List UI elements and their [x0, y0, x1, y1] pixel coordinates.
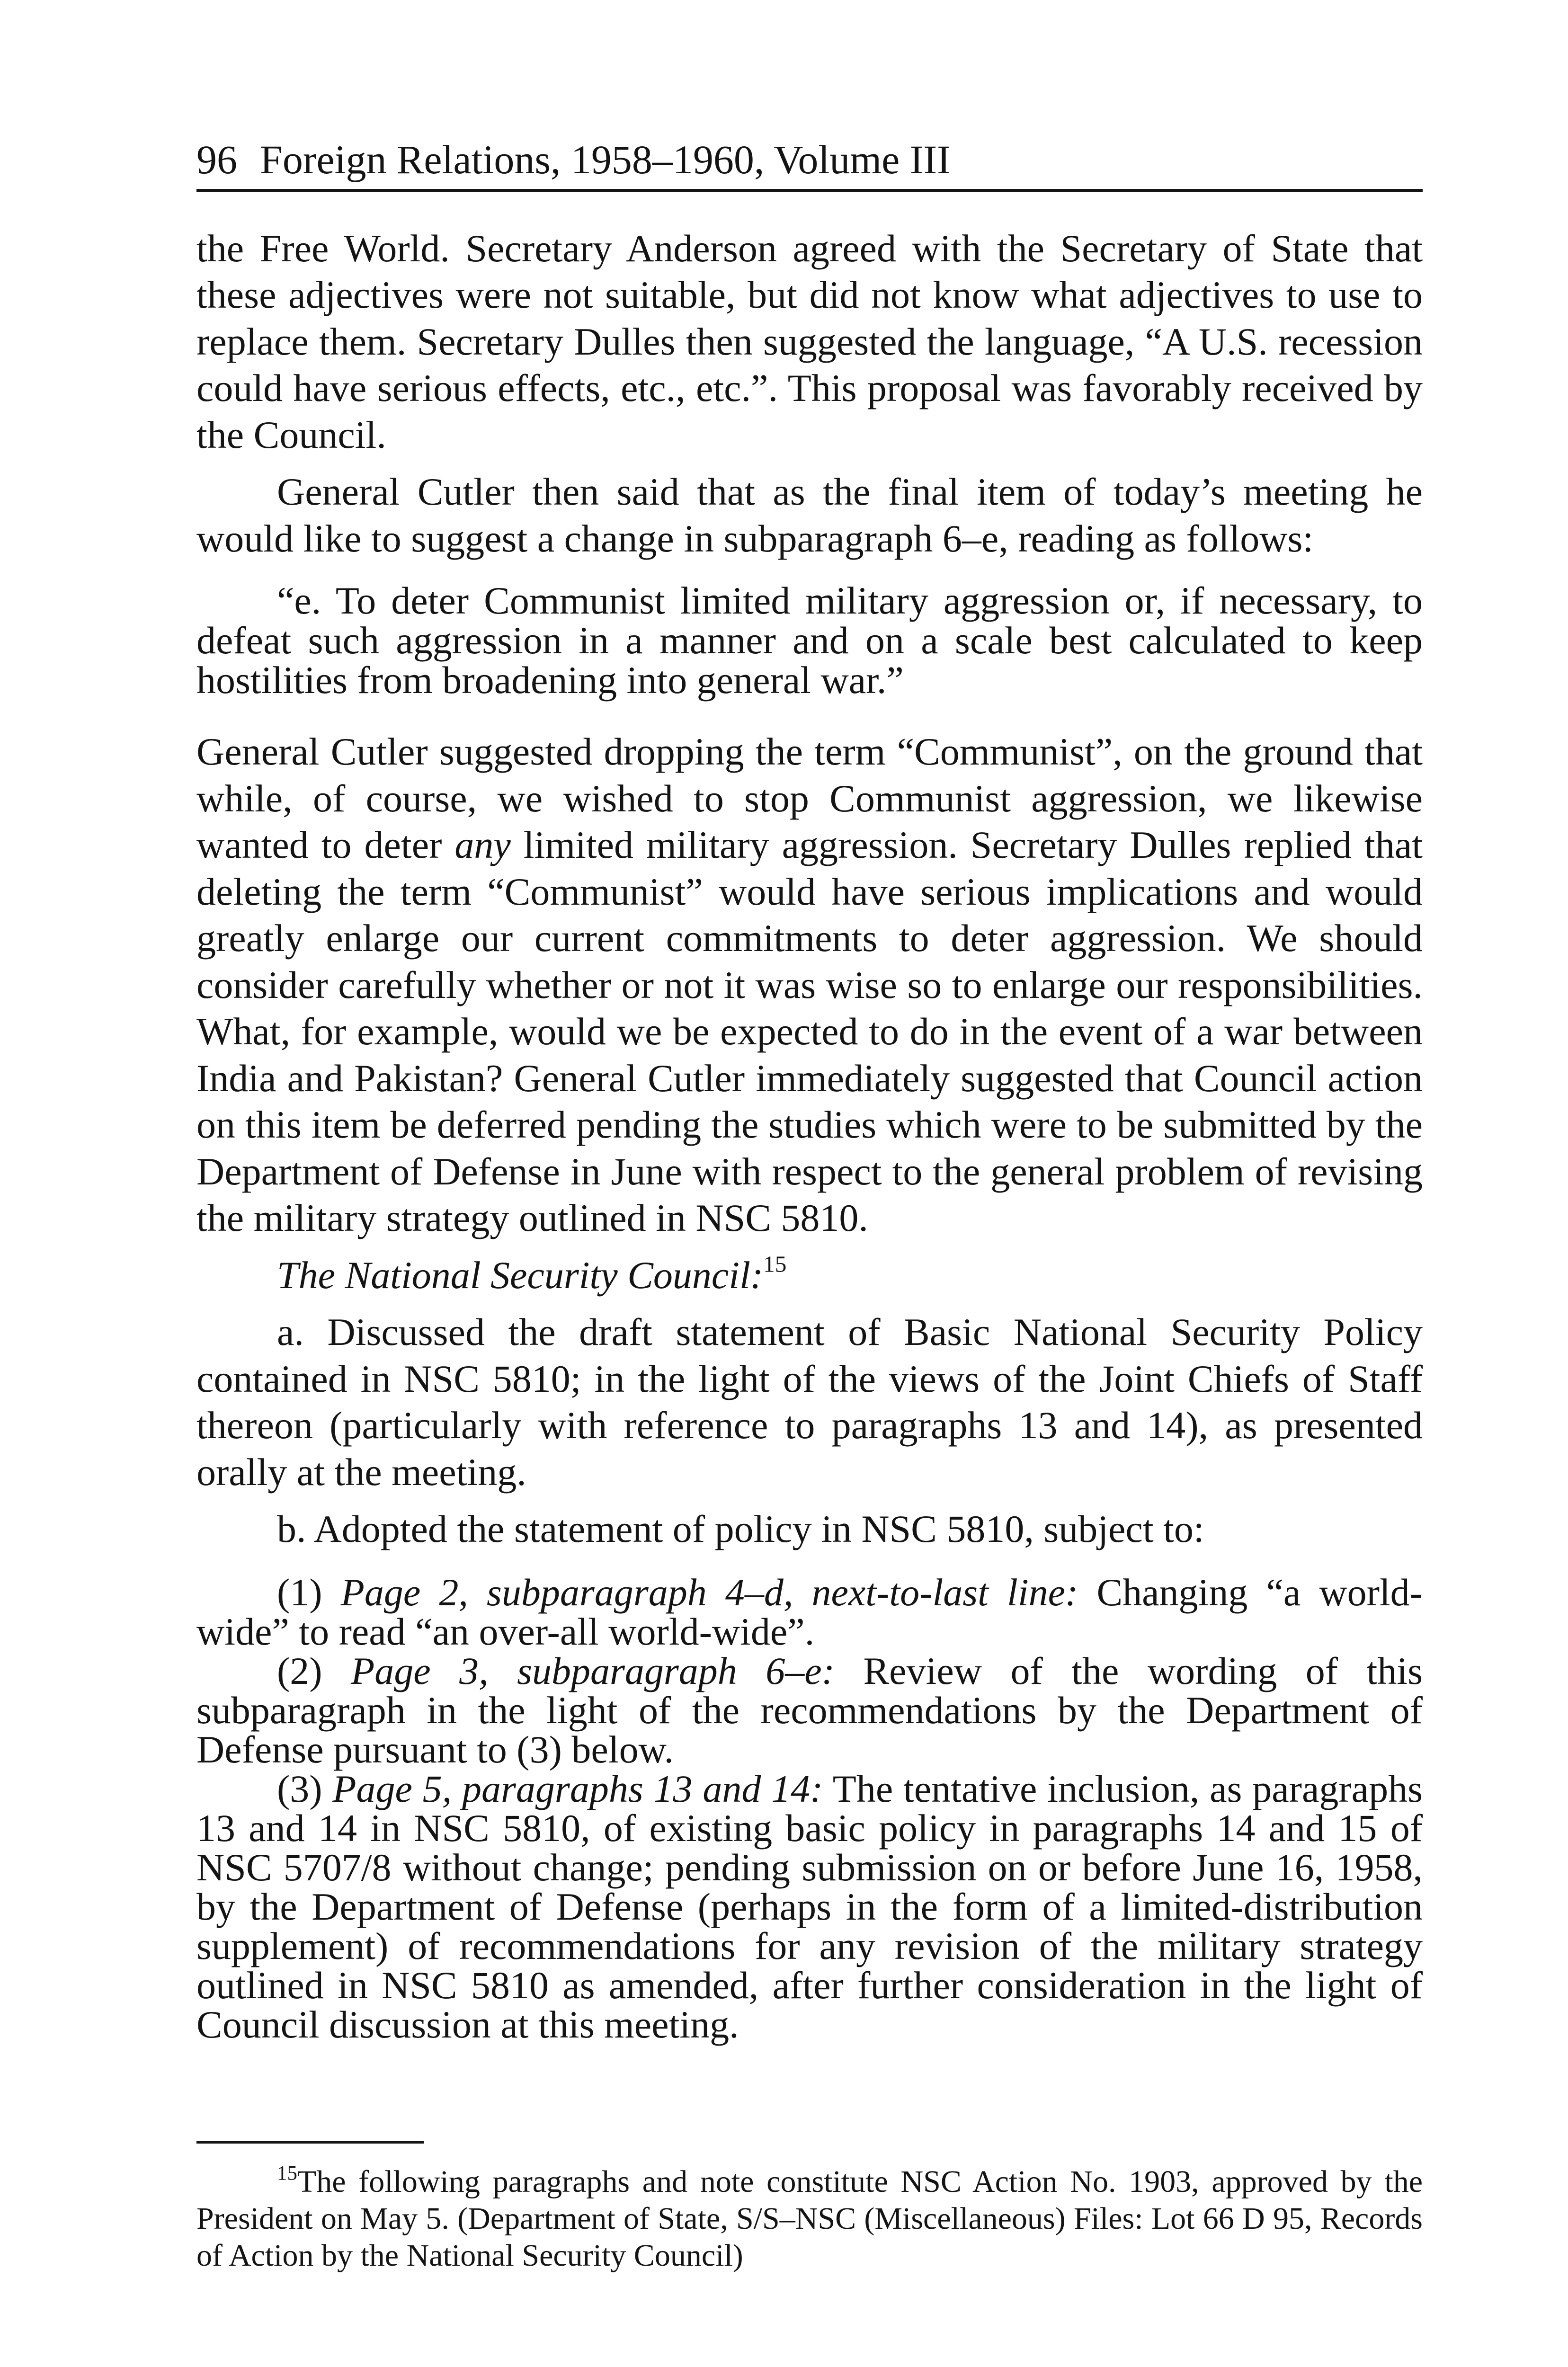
paragraph-text-part: limited military aggression. Secretary Dulles replied that deleting the term “Communist” would have serious implications and would greatly enlarge our current commitments to deter aggression. We should consider carefully whether or not it was wise so to enlarge our responsibilities. What, for example, would we be expected to do in the event of a war between India and Pakistan? General Cutler immediately suggested that Council action on this item be deferred pending the studies which were to be submitted by the Department of Defense in June with respect to the general problem of revising the military strategy outlined in NSC 5810. [196, 823, 1423, 1240]
document-page [196, 137, 1423, 2305]
page-number: 96 [196, 137, 237, 182]
paragraph-text-part: General Cutler suggested dropping the term “Communist”, on the ground that while, of course, we wished to stop Communist aggression, we likewise wanted to deter [196, 730, 1423, 867]
volume-title: Foreign Relations, 1958–1960, Volume III [260, 137, 951, 182]
sub-item-1 [196, 1570, 1423, 1653]
action-item-a: a. Discussed the draft statement of Basic National Security Policy contained in NSC 5810; in the light of the views of the Joint Chiefs of Staff thereon (particularly with reference to paragraphs 13 and 14), as presented orally at the meeting. [196, 1310, 1423, 1494]
sub-item-3 [196, 1769, 1423, 2044]
nsc-heading [196, 1252, 1423, 1299]
paragraph-free-world: the Free World. Secretary Anderson agreed with the Secretary of State that these adjectives were not suitable, but did not know what adjectives to use to replace them. Secretary Dulles then suggested the language, “A U.S. recession could have serious effects, etc., etc.”. This proposal was favorably received by the Council. [196, 226, 1423, 456]
paragraph-communist-term [196, 729, 1423, 1242]
footnote-text: The following paragraphs and note constitute NSC Action No. 1903, approved by the President on May 5. (Department of State, S/S–NSC (Miscellaneous) Files: Lot 66 D 95, Records of Action by the National Security Council) [196, 2164, 1423, 2273]
sub-item-reference: Page 3, subparagraph 6–e: [351, 1649, 835, 1692]
sub-item-text: Review of the wording of this subparagraph in the light of the recommendations by the Department of Defense pursuant to (3) below. [196, 1649, 1423, 1771]
sub-item-2 [196, 1651, 1423, 1769]
action-item-b: b. Adopted the statement of policy in NSC 5810, subject to: [277, 1507, 1204, 1551]
body-text [196, 225, 1423, 2044]
nsc-heading-text: The National Security Council: [277, 1253, 764, 1297]
sub-item-text: Changing “a world-wide” to read “an over-all world-wide”. [196, 1570, 1423, 1653]
footnote-divider [196, 2141, 424, 2144]
sub-item-number: (3) [277, 1767, 333, 1810]
emphasis-any: any [454, 823, 511, 867]
paragraph-cutler-change: General Cutler then said that as the final item of today’s meeting he would like to suggest a change in subparagraph 6–e, reading as follows: [196, 470, 1423, 560]
running-header [196, 137, 1423, 192]
sub-item-text: The tentative inclusion, as paragraphs 13 and 14 in NSC 5810, of existing basic policy in paragraphs 14 and 15 of NSC 5707/8 without change; pending submission on or before June 16, 1958, by the Department of Defense (perhaps in the form of a limited-distribution supplement) of recommendations for any revision of the military strategy outlined in NSC 5810 as amended, after further consideration in the light of Council discussion at this meeting. [196, 1767, 1423, 2046]
block-quote-subparagraph-6e: “e. To deter Communist limited military aggression or, if necessary, to defeat such aggression in a manner and on a scale best calculated to keep hostilities from broadening into general war.” [196, 579, 1423, 702]
footnote-number: 15 [277, 2162, 297, 2184]
sub-item-number: (1) [277, 1570, 341, 1614]
sub-item-reference: Page 2, subparagraph 4–d, next-to-last line: [340, 1570, 1078, 1614]
sub-item-reference: Page 5, paragraphs 13 and 14: [332, 1767, 823, 1810]
footnote-15 [196, 2163, 1423, 2274]
footnote-reference: 15 [763, 1251, 787, 1277]
sub-item-number: (2) [277, 1649, 351, 1692]
